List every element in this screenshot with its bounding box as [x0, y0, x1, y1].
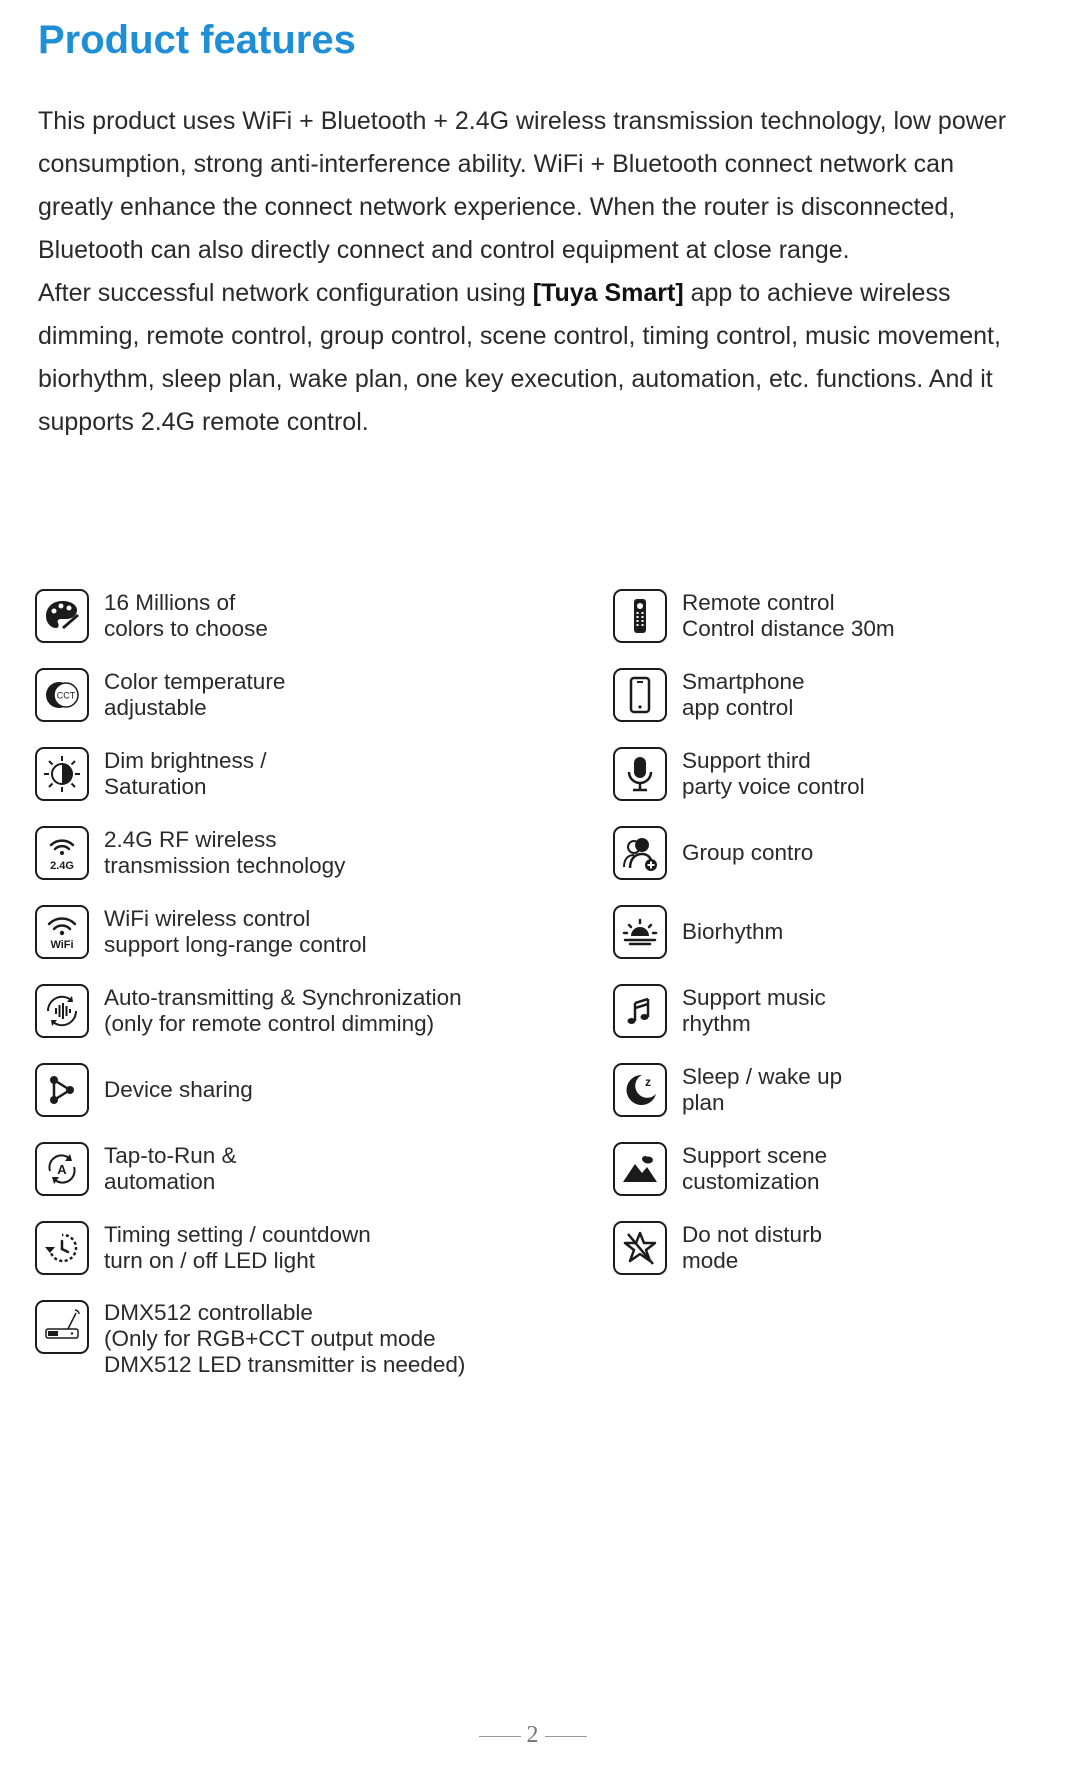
feature-label: [104, 668, 285, 722]
intro-text: [38, 100, 1033, 444]
feature-label-line: turn on / off LED light: [104, 1248, 315, 1273]
feature-label-line: Smartphone: [682, 669, 805, 694]
feature-cct: [35, 668, 285, 722]
feature-label-line: Control distance 30m: [682, 616, 895, 641]
feature-label: [104, 589, 268, 643]
feature-biorhythm: [613, 905, 783, 959]
feature-sync: [35, 984, 462, 1038]
palette-icon: [35, 589, 89, 643]
feature-label: [104, 747, 267, 801]
page-title: Product features: [38, 18, 356, 62]
feature-label: [104, 1063, 253, 1117]
feature-label: [682, 1063, 842, 1117]
feature-label-line: Dim brightness /: [104, 748, 267, 773]
cct-icon: [35, 668, 89, 722]
svg-text:2.4G: 2.4G: [50, 860, 74, 872]
feature-colors: [35, 589, 268, 643]
feature-label-line: Support music: [682, 985, 826, 1010]
feature-label: [104, 905, 367, 959]
feature-label-line: Auto-transmitting & Synchronization: [104, 985, 462, 1010]
scene-icon: [613, 1142, 667, 1196]
feature-label-line: 2.4G RF wireless: [104, 827, 277, 852]
feature-label: [682, 1142, 827, 1196]
feature-label: [104, 1300, 465, 1378]
feature-music: [613, 984, 826, 1038]
feature-label-line: party voice control: [682, 774, 865, 799]
feature-remote: [613, 589, 895, 643]
intro-paragraph-1: This product uses WiFi + Bluetooth + 2.4G wireless transmission technology, low power consumption, strong anti-interference ability. WiFi + Bluetooth connect network can greatly enhance the connect network experience. When the router is disconnected, Bluetooth can also directly connect and control equipment at close range.: [38, 107, 1007, 264]
feature-label-line: Group contro: [682, 840, 814, 865]
sync-icon: [35, 984, 89, 1038]
feature-wifi: [35, 905, 367, 959]
feature-label: [104, 826, 345, 880]
svg-text:CCT: CCT: [56, 690, 76, 701]
remote-control-icon: [613, 589, 667, 643]
feature-label: [104, 1142, 237, 1196]
feature-sleep: [613, 1063, 842, 1117]
feature-label: [682, 747, 865, 801]
smartphone-icon: [613, 668, 667, 722]
intro-paragraph-2: After successful network configuration using [Tuya Smart] app to achieve wireless dimming, remote control, group control, scene control, timing control, music movement, biorhythm, sleep plan, wake plan, one key execution, automation, etc. functions. And it supports 2.4G remote control.: [38, 279, 1001, 436]
feature-brightness: [35, 747, 267, 801]
feature-do-not-disturb: [613, 1221, 822, 1275]
feature-label-line: support long-range control: [104, 932, 367, 957]
feature-label-line: rhythm: [682, 1011, 751, 1036]
page-number: 2: [0, 1722, 1065, 1749]
feature-label-line: automation: [104, 1169, 216, 1194]
feature-label-line: customization: [682, 1169, 820, 1194]
feature-label-line: DMX512 controllable: [104, 1300, 313, 1325]
feature-label-line: Biorhythm: [682, 919, 784, 944]
feature-label-line: Support third: [682, 748, 811, 773]
do-not-disturb-icon: [613, 1221, 667, 1275]
sleep-moon-icon: [613, 1063, 667, 1117]
feature-label-line: Saturation: [104, 774, 207, 799]
svg-text:z: z: [645, 1075, 651, 1089]
feature-dmx: [35, 1300, 465, 1378]
feature-label-line: Remote control: [682, 590, 835, 615]
feature-label-line: adjustable: [104, 695, 207, 720]
music-note-icon: [613, 984, 667, 1038]
feature-label: [682, 905, 783, 959]
feature-label-line: 16 Millions of: [104, 590, 236, 615]
feature-scene: [613, 1142, 827, 1196]
biorhythm-icon: [613, 905, 667, 959]
feature-label-line: (only for remote control dimming): [104, 1011, 435, 1036]
feature-label-line: mode: [682, 1248, 739, 1273]
microphone-icon: [613, 747, 667, 801]
feature-smartphone: [613, 668, 805, 722]
feature-label-line: WiFi wireless control: [104, 906, 311, 931]
feature-label-line: Support scene: [682, 1143, 828, 1168]
feature-label-line: colors to choose: [104, 616, 268, 641]
feature-label-line: DMX512 LED transmitter is needed): [104, 1352, 466, 1377]
feature-sharing: [35, 1063, 253, 1117]
share-icon: [35, 1063, 89, 1117]
svg-text:A: A: [57, 1162, 67, 1177]
svg-text:WiFi: WiFi: [50, 939, 74, 951]
feature-label-line: Timing setting / countdown: [104, 1222, 371, 1247]
rf-wireless-icon: [35, 826, 89, 880]
feature-label: [682, 826, 813, 880]
feature-label: [104, 984, 462, 1038]
feature-label-line: app control: [682, 695, 794, 720]
feature-rf: [35, 826, 345, 880]
feature-label-line: (Only for RGB+CCT output mode: [104, 1326, 436, 1351]
feature-label: [682, 589, 895, 643]
feature-label: [682, 1221, 822, 1275]
feature-label: [104, 1221, 371, 1275]
feature-label-line: Do not disturb: [682, 1222, 823, 1247]
feature-group: [613, 826, 813, 880]
group-icon: [613, 826, 667, 880]
feature-label-line: Sleep / wake up: [682, 1064, 843, 1089]
feature-label: [682, 668, 805, 722]
feature-label-line: plan: [682, 1090, 725, 1115]
feature-tap-to-run: [35, 1142, 237, 1196]
app-name: [Tuya Smart]: [532, 279, 684, 307]
feature-voice: [613, 747, 865, 801]
brightness-icon: [35, 747, 89, 801]
feature-label-line: Color temperature: [104, 669, 286, 694]
tap-to-run-icon: [35, 1142, 89, 1196]
feature-label-line: transmission technology: [104, 853, 346, 878]
feature-timer: [35, 1221, 371, 1275]
timer-icon: [35, 1221, 89, 1275]
dmx-transmitter-icon: [35, 1300, 89, 1354]
feature-label-line: Device sharing: [104, 1077, 253, 1102]
feature-label: [682, 984, 826, 1038]
wifi-icon: [35, 905, 89, 959]
feature-label-line: Tap-to-Run &: [104, 1143, 237, 1168]
